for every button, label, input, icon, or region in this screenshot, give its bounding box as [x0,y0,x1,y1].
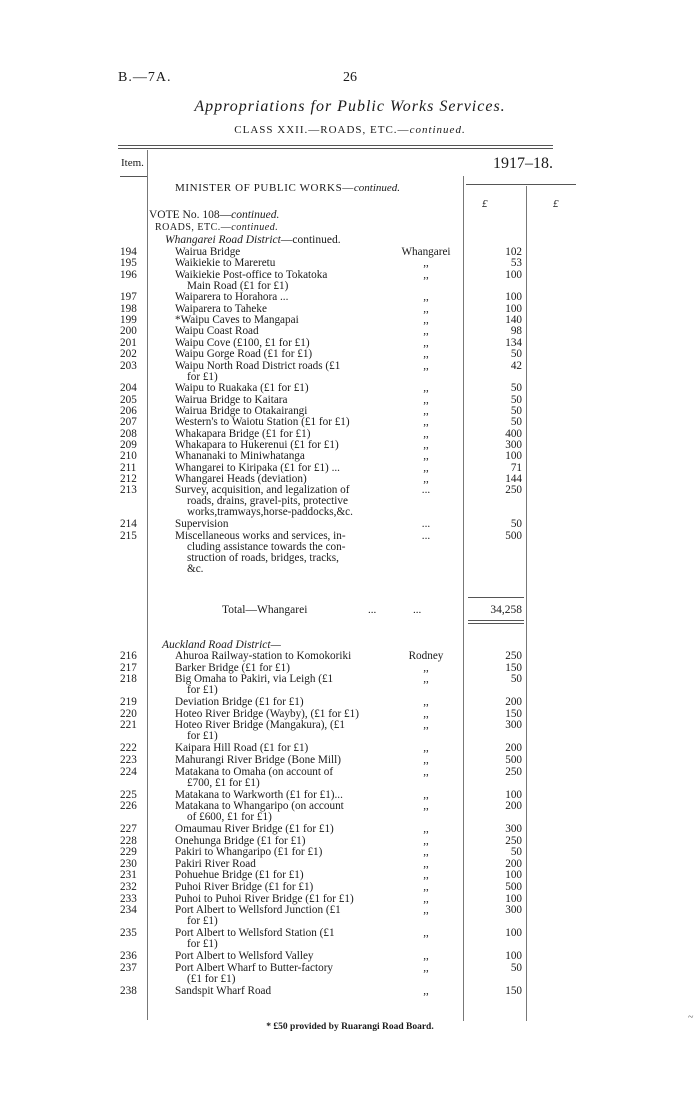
item-location: ... [421,529,431,542]
margin-mark: ~ [688,1012,694,1023]
item-description-line: £700, £1 for £1) [187,776,260,789]
item-location: ,, [423,450,429,463]
item-description [175,674,390,696]
item-description-line: Waiparera to Taheke [175,302,267,315]
item-location: ,, [423,765,429,778]
item-description [175,304,390,315]
item-amount: 100 [505,869,522,882]
item-amount: 250 [505,650,522,662]
page-title: Appropriations for Public Works Services. [194,98,506,115]
item-description-line: Whakapara Bridge (£1 for £1) [175,427,311,440]
minister-heading-continued: continued. [353,182,401,194]
item-amount: 100 [505,892,522,905]
year-header: 1917–18. [493,155,553,172]
item-location: ,, [423,268,429,281]
item-number: 225 [120,788,137,801]
item-amount: 100 [505,268,522,281]
item-description-line: (£1 for £1) [187,972,236,985]
item-amount: 50 [510,348,522,361]
item-amount: 98 [510,325,522,338]
item-number: 208 [120,427,137,440]
item-amount: 200 [505,742,522,755]
rule-top [118,145,553,146]
item-amount: 200 [505,800,522,813]
item-description [175,743,390,754]
item-description [175,755,390,766]
item-description [175,395,390,406]
item-location: ,, [423,950,429,963]
item-description-line: Pakiri River Road [175,857,256,870]
item-description [175,928,390,950]
item-description [175,663,390,674]
item-description-line: Puhoi to Puhoi River Bridge (£1 for £1) [175,892,354,905]
item-number: 218 [120,673,137,686]
item-number: 219 [120,696,137,709]
pound-symbol-col2: £ [553,198,559,210]
item-location: ,, [423,461,429,474]
item-description-line: Waipu Cove (£100, £1 for £1) [175,336,310,349]
item-description-line: Supervision [175,518,229,531]
item-number: 214 [120,518,137,531]
item-amount: 100 [505,302,522,315]
item-location: ,, [423,673,429,686]
item-number: 226 [120,800,137,813]
item-description [175,870,390,881]
item-description [175,349,390,360]
item-amount: 100 [505,450,522,463]
item-description-line: struction of roads, bridges, tracks, [187,551,339,564]
item-location: ,, [423,336,429,349]
item-description-line: cluding assistance towards the con- [187,540,346,553]
item-description [175,361,390,383]
item-location: ,, [423,382,429,395]
item-description-line: Matakana to Warkworth (£1 for £1)... [175,788,343,801]
item-description-line: Port Albert to Wellsford Valley [175,950,314,963]
item-description-line: Waipu Coast Road [175,325,259,338]
item-number: 203 [120,359,137,372]
item-description [175,315,390,326]
item-description-line: roads, drains, gravel-pits, protective [187,495,348,508]
item-description-line: Miscellaneous works and services, in- [175,529,346,542]
item-number: 223 [120,753,137,766]
item-location: ,, [423,416,429,429]
item-description [175,383,390,394]
item-description-line: Waiparera to Horahora ... [175,291,289,304]
item-location: ,, [423,404,429,417]
item-amount: 100 [505,950,522,963]
item-description-line: Puhoi River Bridge (£1 for £1) [175,881,314,893]
item-number: 233 [120,892,137,905]
item-location: ,, [423,473,429,485]
item-description-line: Barker Bridge (£1 for £1) [175,661,290,674]
rule-item-header [120,176,147,177]
vote-heading [149,209,279,221]
item-description [175,270,390,292]
item-amount: 300 [505,438,522,451]
vote-heading-main: VOTE No. 108— [149,209,232,221]
rule-after-total-2 [468,623,524,624]
minister-heading-main: MINISTER OF PUBLIC WORKS— [175,182,354,194]
item-amount: 50 [510,404,522,417]
item-amount: 250 [505,765,522,778]
item-location: ,, [423,359,429,372]
item-location: ,, [423,834,429,847]
item-amount: 500 [505,881,522,893]
item-description [175,429,390,440]
item-description-line: Main Road (£1 for £1) [187,279,289,292]
item-location: ... [421,484,431,497]
item-description [175,963,390,985]
item-location: ,, [423,904,429,917]
item-location: ,, [423,869,429,882]
item-amount: 150 [505,707,522,720]
class-subtitle-continued: continued. [409,124,466,136]
item-description [175,720,390,742]
rule-loc-col [463,176,464,1021]
item-number: 238 [120,984,137,997]
item-number: 217 [120,661,137,674]
item-location: ,, [423,857,429,870]
item-description-line: Mahurangi River Bridge (Bone Mill) [175,753,341,766]
item-description [175,417,390,428]
item-amount: 50 [510,393,522,406]
total-label: Total—Whangarei [222,604,308,616]
district-heading-whangarei [165,234,341,246]
item-amount: 150 [505,661,522,674]
item-description [175,847,390,858]
item-description-line: Whangarei Heads (deviation) [175,473,307,485]
item-description-line: Port Albert to Wellsford Junction (£1 [175,904,341,917]
item-amount: 50 [510,382,522,395]
item-description-line: Matakana to Omaha (on account of [175,765,334,778]
vote-heading-continued: continued. [231,209,280,221]
item-amount: 134 [505,336,522,349]
item-description [175,292,390,303]
item-location: ,, [423,846,429,859]
item-number: 235 [120,927,137,940]
class-subtitle [0,124,700,136]
item-description [175,485,390,518]
item-location: ,, [423,881,429,893]
rule-before-total [468,597,524,598]
item-number: 212 [120,473,137,485]
item-description [175,697,390,708]
item-description [175,474,390,485]
item-description-line: &c. [187,562,204,575]
item-description-line: for £1) [187,938,218,951]
item-description-line: Matakana to Whangaripo (on account [175,800,344,813]
item-amount: 200 [505,696,522,709]
roads-heading-continued: continued. [231,222,279,233]
item-number: 206 [120,404,137,417]
item-location: ,, [423,438,429,451]
item-description [175,709,390,720]
item-description [175,951,390,962]
district-heading-auckland: Auckland Road District— [162,639,281,651]
footnote: * £50 provided by Ruarangi Road Board. [266,1022,434,1032]
district-continued-whangarei: —continued. [280,234,341,246]
item-number: 210 [120,450,137,463]
page-number: 26 [343,70,357,85]
item-number: 200 [120,325,137,338]
item-number: 196 [120,268,137,281]
item-description-line: *Waipu Caves to Mangapai [175,314,299,327]
item-description [175,824,390,835]
item-number: 237 [120,961,137,974]
total-dots: ... [368,604,377,616]
item-number: 205 [120,393,137,406]
item-description [175,882,390,893]
item-amount: 53 [510,257,522,270]
item-amount: 50 [510,518,522,531]
item-amount: 140 [505,314,522,327]
item-number: 229 [120,846,137,859]
item-description-line: Survey, acquisition, and legalization of [175,484,350,497]
item-description-line: Big Omaha to Pakiri, via Leigh (£1 [175,673,334,686]
item-number: 198 [120,302,137,315]
item-location: ,, [423,707,429,720]
item-description-line: Hoteo River Bridge (Wayby), (£1 for £1) [175,707,359,720]
item-number: 236 [120,950,137,963]
item-amount: 71 [510,461,522,474]
item-amount: 50 [510,673,522,686]
item-amount: 300 [505,719,522,732]
item-description-line: Western's to Waiotu Station (£1 for £1) [175,416,350,429]
item-description-line: Whangarei to Kiripaka (£1 for £1) ... [175,461,340,474]
total-dots: ... [413,604,422,616]
item-number: 213 [120,484,137,497]
item-location: ,, [423,823,429,836]
item-description [175,905,390,927]
item-description-line: for £1) [187,915,218,928]
item-description-line: for £1) [187,730,218,743]
item-description [175,258,390,269]
item-number: 197 [120,291,137,304]
item-description [175,651,390,662]
item-number: 216 [120,650,137,662]
item-location: ,, [423,393,429,406]
item-description-line: Hoteo River Bridge (Mangakura), (£1 [175,719,345,732]
item-number: 215 [120,529,137,542]
item-number: 234 [120,904,137,917]
item-amount: 42 [510,359,522,372]
item-amount: 102 [505,246,522,258]
item-amount: 300 [505,904,522,917]
item-description [175,406,390,417]
minister-heading [175,182,400,194]
item-description-line: Waipu North Road District roads (£1 [175,359,341,372]
item-description [175,338,390,349]
item-description [175,767,390,789]
item-location: ,, [423,892,429,905]
item-location: ,, [423,325,429,338]
item-description [175,451,390,462]
item-description [175,326,390,337]
item-description-line: works,tramways,horse-paddocks,&c. [187,506,353,519]
item-location: ,, [423,696,429,709]
item-number: 227 [120,823,137,836]
item-number: 207 [120,416,137,429]
item-description-line: Ahuroa Railway-station to Komokoriki [175,650,352,662]
item-amount: 500 [505,529,522,542]
item-location: ... [421,518,431,531]
item-number: 228 [120,834,137,847]
item-description-line: Pakiri to Whangaripo (£1 for £1) [175,846,323,859]
roads-heading-main: ROADS, ETC.— [155,222,232,233]
item-description [175,463,390,474]
item-amount: 100 [505,291,522,304]
item-description [175,986,390,997]
item-amount: 100 [505,788,522,801]
item-description-line: Waikiekie to Mareretu [175,257,276,270]
item-amount: 100 [505,927,522,940]
item-description-line: Omaumau River Bridge (£1 for £1) [175,823,334,836]
item-location: ,, [423,302,429,315]
item-description-line: Onehunga Bridge (£1 for £1) [175,834,306,847]
item-location: ,, [423,257,429,270]
item-location: ,, [423,742,429,755]
pound-symbol-col1: £ [482,198,488,210]
item-number: 194 [120,246,137,258]
item-location: ,, [423,348,429,361]
item-location: ,, [423,661,429,674]
item-location: ,, [423,961,429,974]
document-code: B.—7A. [118,70,172,85]
item-amount: 250 [505,834,522,847]
item-description-line: Pohuehue Bridge (£1 for £1) [175,869,304,882]
rule-year-header [466,184,576,185]
item-description-line: Whakapara to Hukerenui (£1 for £1) [175,438,339,451]
item-description-line: Port Albert to Wellsford Station (£1 [175,927,335,940]
item-number: 202 [120,348,137,361]
item-description [175,801,390,823]
item-location: Whangarei [401,246,451,258]
item-number: 230 [120,857,137,870]
item-number: 224 [120,765,137,778]
item-column-header: Item. [121,157,144,169]
item-number: 204 [120,382,137,395]
item-amount: 50 [510,846,522,859]
item-number: 220 [120,707,137,720]
item-location: ,, [423,788,429,801]
rule-after-total [468,620,524,621]
district-name-whangarei: Whangarei Road District [165,234,281,246]
item-location: ,, [423,719,429,732]
class-subtitle-main: CLASS XXII.—ROADS, ETC.— [234,124,410,136]
item-number: 209 [120,438,137,451]
item-amount: 200 [505,857,522,870]
item-location: ,, [423,753,429,766]
item-description-line: of £600, £1 for £1) [187,811,272,824]
item-number: 199 [120,314,137,327]
item-description [175,836,390,847]
item-amount: 50 [510,416,522,429]
item-description-line: Whananaki to Miniwhatanga [175,450,305,463]
item-amount: 144 [505,473,522,485]
item-description-line: Wairua Bridge to Kaitara [175,393,288,406]
item-amount: 400 [505,427,522,440]
item-number: 232 [120,881,137,893]
item-location: ,, [423,927,429,940]
item-location: ,, [423,800,429,813]
item-description-line: Waikiekie Post-office to Tokatoka [175,268,328,281]
item-description-line: Waipu to Ruakaka (£1 for £1) [175,382,309,395]
item-location: Rodney [408,650,444,662]
rule-top-2 [118,148,553,149]
item-amount: 50 [510,961,522,974]
item-description [175,894,390,905]
item-description [175,531,390,575]
item-amount: 250 [505,484,522,497]
item-description [175,519,390,530]
item-description-line: for £1) [187,684,218,697]
item-description-line: Port Albert Wharf to Butter-factory [175,961,334,974]
rule-amount-col [526,186,527,1021]
item-description-line: Wairua Bridge to Otakairangi [175,404,308,417]
item-amount: 150 [505,984,522,997]
item-description-line: Wairua Bridge [175,246,241,258]
item-number: 231 [120,869,137,882]
item-amount: 300 [505,823,522,836]
item-location: ,, [423,291,429,304]
item-description-line: Waipu Gorge Road (£1 for £1) [175,348,313,361]
item-description-line: Sandspit Wharf Road [175,984,272,997]
item-description-line: for £1) [187,370,218,383]
item-amount: 500 [505,753,522,766]
item-number: 221 [120,719,137,732]
roads-heading [155,222,278,233]
item-description [175,790,390,801]
item-description [175,859,390,870]
item-description-line: Kaipara Hill Road (£1 for £1) [175,742,309,755]
item-number: 201 [120,336,137,349]
item-location: ,, [423,984,429,997]
total-amount: 34,258 [490,604,522,616]
item-description-line: Deviation Bridge (£1 for £1) [175,696,304,709]
item-location: ,, [423,314,429,327]
item-description [175,247,390,258]
item-description [175,440,390,451]
item-number: 195 [120,257,137,270]
item-number: 211 [120,461,137,474]
item-location: ,, [423,427,429,440]
item-number: 222 [120,742,137,755]
